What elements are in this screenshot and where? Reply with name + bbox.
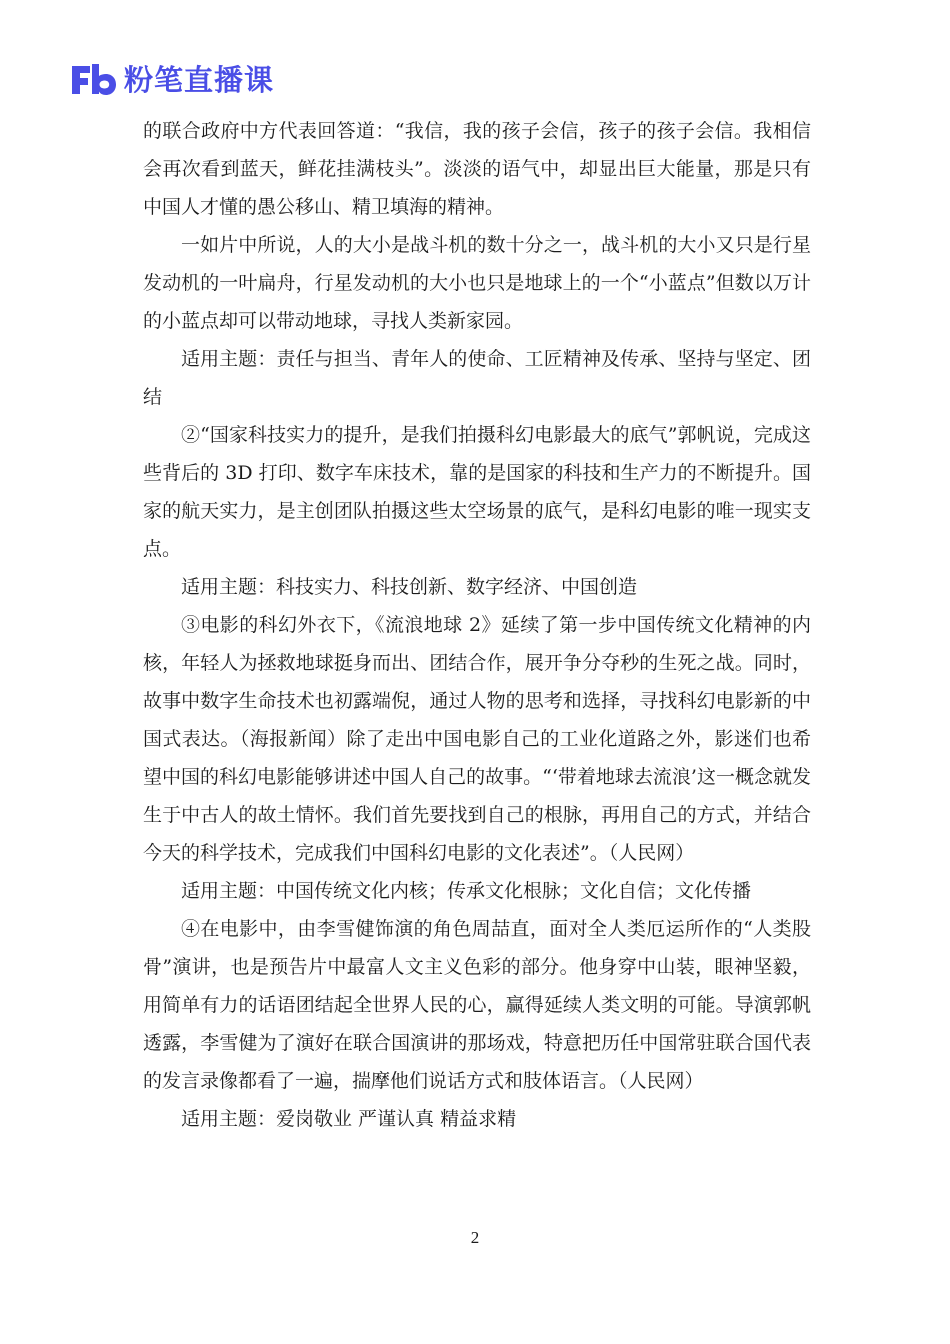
paragraph-tech-strength: ②“国家科技实力的提升，是我们拍摄科幻电影最大的底气”郭帆说，完成这些背后的 3D 打印、数字车床技术，靠的是国家的科技和生产力的不断提升。国家的航天实力，是主创团队拍摄这些太空场景的底气，是科幻电影的唯一现实支点。: [143, 424, 811, 560]
paragraph-speech: ④在电影中，由李雪健饰演的角色周喆直，面对全人类厄运所作的“人类股骨”演讲，也是预告片中最富人文主义色彩的部分。他身穿中山装，眼神坚毅，用简单有力的话语团结起全世界人民的心，赢得延续人类文明的可能。导演郭帆透露，李雪健为了演好在联合国演讲的那场戏，特意把历任中国常驻联合国代表的发言录像都看了一遍，揣摩他们说话方式和肢体语言。（人民网）: [143, 918, 811, 1092]
theme-line-responsibility: 适用主题：责任与担当、青年人的使命、工匠精神及传承、坚持与坚定、团结: [143, 348, 811, 408]
theme-line-culture: 适用主题：中国传统文化内核；传承文化根脉；文化自信；文化传播: [181, 880, 752, 902]
brand-name: 粉笔直播课: [124, 63, 275, 97]
theme-line-dedication: 适用主题：爱岗敬业 严谨认真 精益求精: [181, 1108, 517, 1130]
article-body: [143, 112, 811, 1138]
page-number: 2: [470, 1228, 480, 1247]
fb-logo-icon: [68, 60, 118, 100]
paragraph-continuation: 的联合政府中方代表回答道：“我信，我的孩子会信，孩子的孩子会信。我相信会再次看到蓝天，鲜花挂满枝头”。淡淡的语气中，却显出巨大能量，那是只有中国人才懂的愚公移山、精卫填海的精神。: [143, 120, 811, 218]
brand-logo: [68, 58, 274, 102]
theme-line-technology: 适用主题：科技实力、科技创新、数字经济、中国创造: [181, 576, 638, 598]
paragraph-small-blue-dot: 一如片中所说，人的大小是战斗机的数十分之一，战斗机的大小又只是行星发动机的一叶扁舟，行星发动机的大小也只是地球上的一个“小蓝点”但数以万计的小蓝点却可以带动地球，寻找人类新家园。: [143, 234, 811, 332]
paragraph-traditional-culture: ③电影的科幻外衣下，《流浪地球 2》延续了第一步中国传统文化精神的内核，年轻人为拯救地球挺身而出、团结合作，展开争分夺秒的生死之战。同时，故事中数字生命技术也初露端倪，通过人物的思考和选择，寻找科幻电影新的中国式表达。（海报新闻）除了走出中国电影自己的工业化道路之外，影迷们也希望中国的科幻电影能够讲述中国人自己的故事。“‘带着地球去流浪’这一概念就发生于中古人的故土情怀。我们首先要找到自己的根脉，再用自己的方式，并结合今天的科学技术，完成我们中国科幻电影的文化表述”。（人民网）: [143, 614, 811, 864]
